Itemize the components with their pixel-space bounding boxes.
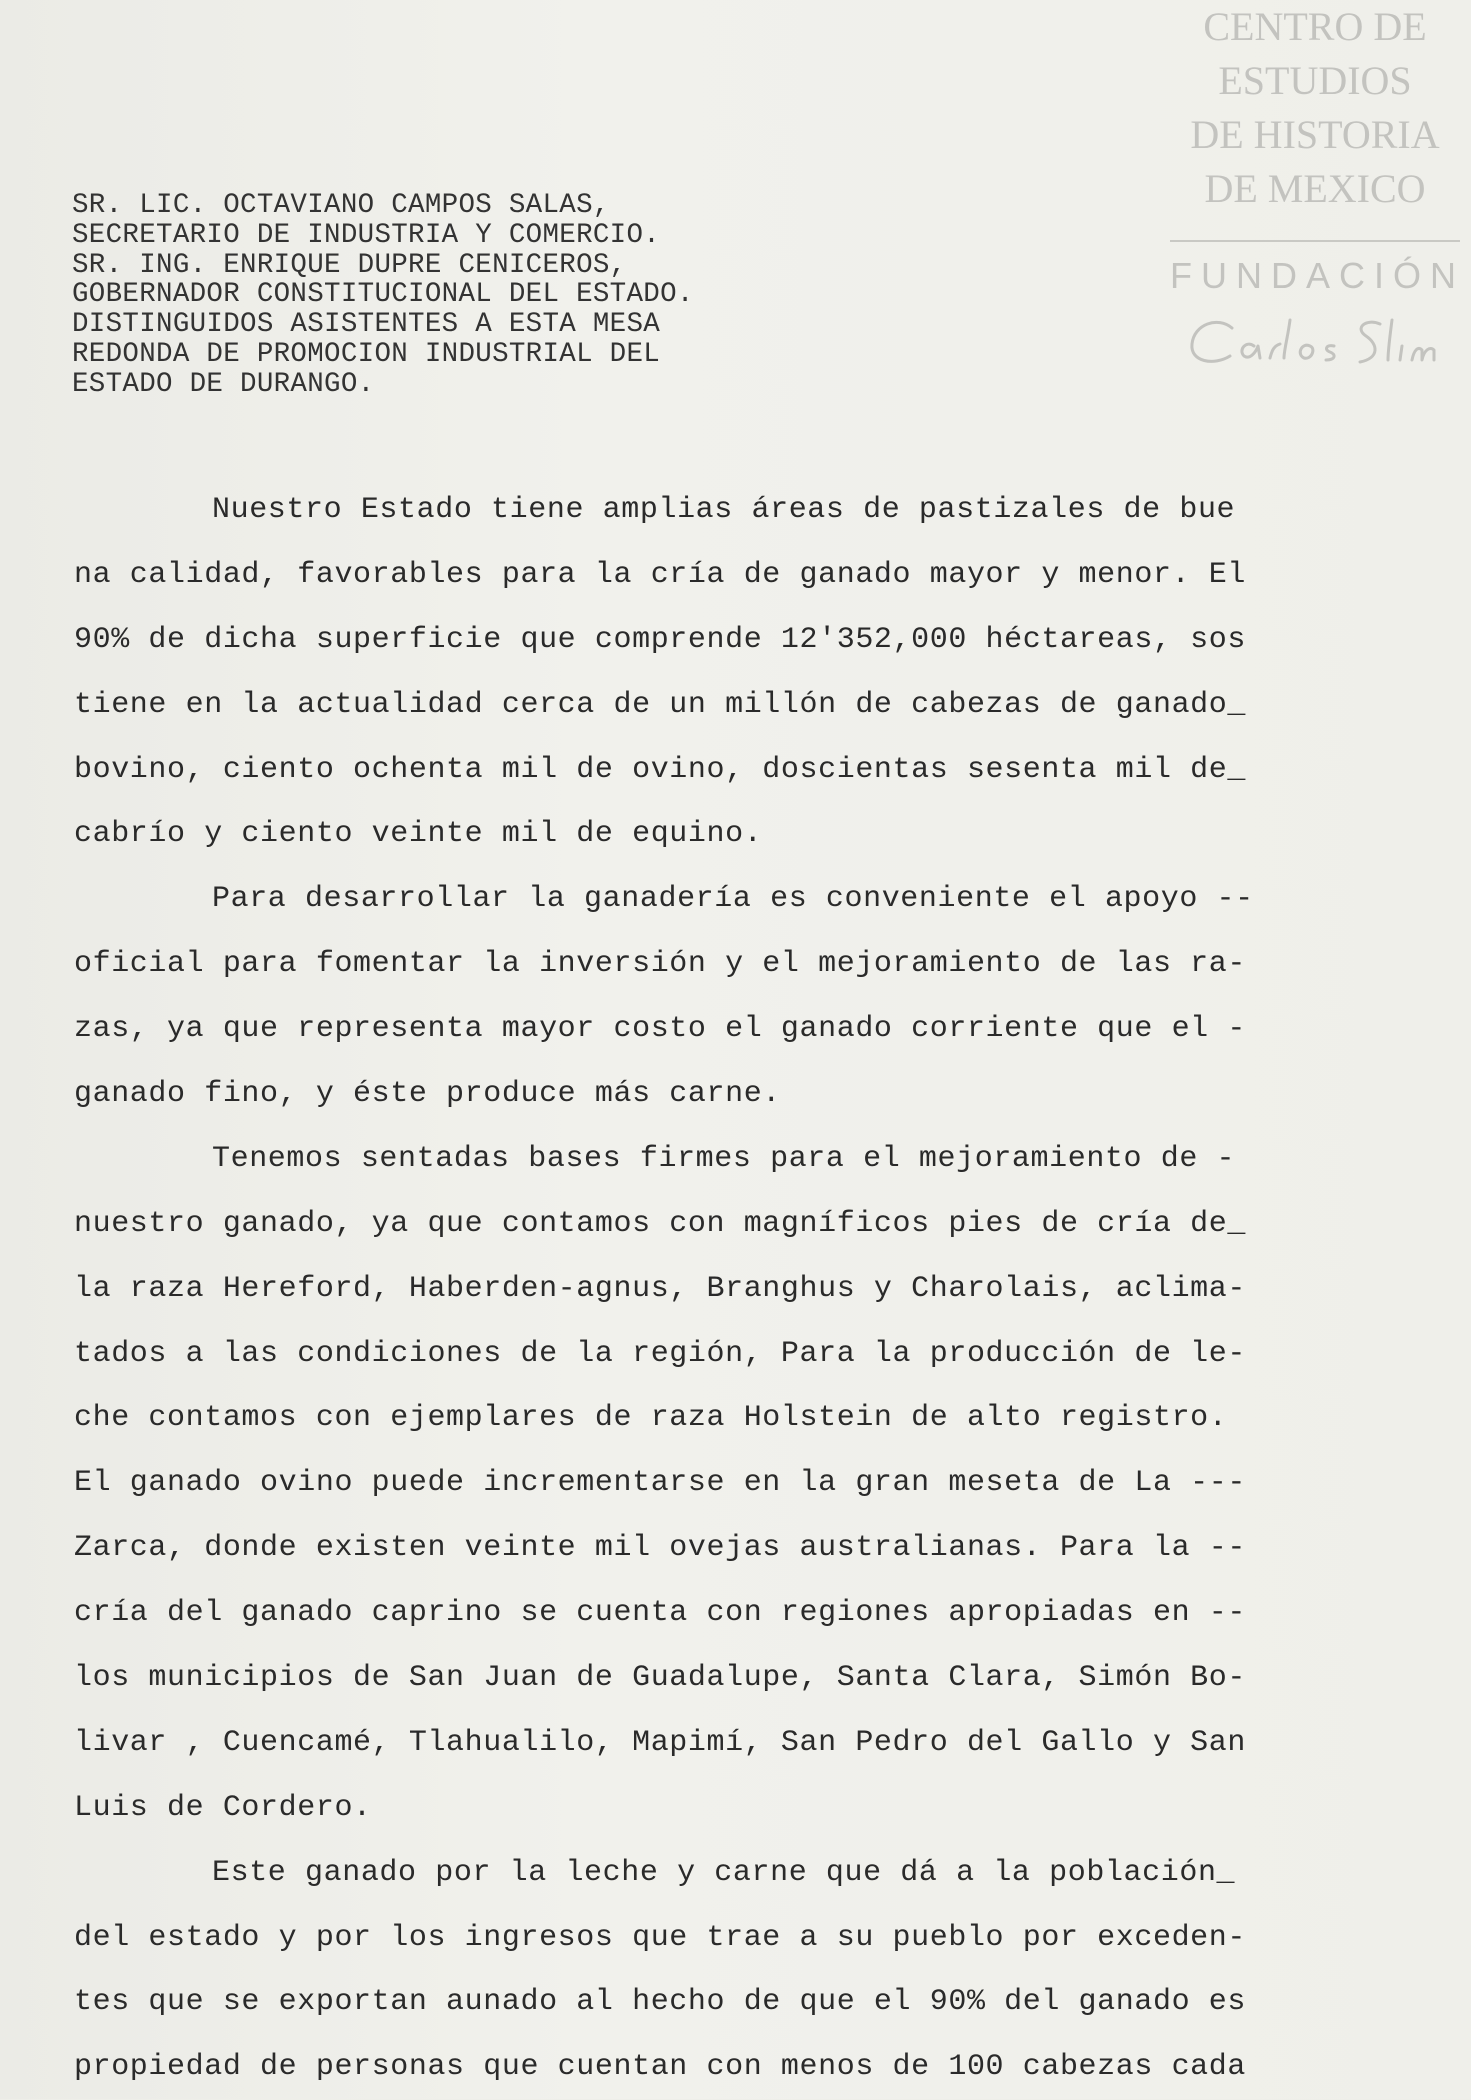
- watermark-line: CENTRO DE: [1203, 4, 1427, 49]
- paragraph-line: zas, ya que representa mayor costo el ganado corriente que el -: [74, 1012, 1246, 1047]
- watermark-foundation: FUNDACIÓN: [1170, 255, 1465, 296]
- paragraph-line: 90% de dicha superficie que comprende 12'352,000 héctareas, sos: [74, 622, 1246, 657]
- address-block: [72, 191, 872, 400]
- paragraph-line: oficial para fomentar la inversión y el mejoramiento de las ra-: [74, 947, 1246, 982]
- watermark-line: DE HISTORIA: [1190, 112, 1440, 157]
- paragraph-line: livar , Cuencamé, Tlahualilo, Mapimí, San Pedro del Gallo y San: [74, 1725, 1246, 1760]
- address-line: ESTADO DE DURANGO.: [72, 368, 375, 400]
- address-line: DISTINGUIDOS ASISTENTES A ESTA MESA: [72, 309, 661, 341]
- address-line: SR. LIC. OCTAVIANO CAMPOS SALAS,: [72, 190, 610, 221]
- watermark-line: ESTUDIOS: [1218, 58, 1412, 103]
- paragraph-line: tes que se exportan aunado al hecho de que el 90% del ganado es: [74, 1985, 1246, 2020]
- paragraph-line: nuestro ganado, ya que contamos con magníficos pies de cría de_: [74, 1206, 1246, 1241]
- paragraph-line: bovino, ciento ochenta mil de ovino, doscientas sesenta mil de_: [74, 752, 1246, 787]
- paragraph-line: El ganado ovino puede incrementarse en la gran meseta de La ---: [74, 1466, 1246, 1501]
- signature-text: Carlos Slim: [1311, 375, 1319, 376]
- institution-watermark: [1170, 0, 1465, 376]
- paragraph-line: cabrío y ciento veinte mil de equino.: [74, 817, 763, 852]
- paragraph-line: Tenemos sentadas bases firmes para el mejoramiento de -: [212, 1141, 1236, 1176]
- address-line: GOBERNADOR CONSTITUCIONAL DEL ESTADO.: [72, 279, 694, 311]
- paragraph-line: del estado y por los ingresos que trae a su pueblo por exceden-: [74, 1920, 1246, 1955]
- paragraph-line: propiedad de personas que cuentan con menos de 100 cabezas cada: [74, 2050, 1246, 2085]
- address-line: REDONDA DE PROMOCION INDUSTRIAL DEL: [72, 338, 661, 370]
- signature-logo-graphic: [1180, 306, 1450, 376]
- paragraph-line: la raza Hereford, Haberden-agnus, Branghus y Charolais, aclima-: [74, 1271, 1246, 1306]
- paragraph-line: los municipios de San Juan de Guadalupe, Santa Clara, Simón Bo-: [74, 1661, 1246, 1696]
- signature-logo: [1170, 306, 1460, 376]
- paragraph-line: Para desarrollar la ganadería es conveniente el apoyo --: [212, 882, 1254, 917]
- paragraph-line: Este ganado por la leche y carne que dá a la población_: [212, 1855, 1236, 1890]
- paragraph-line: Nuestro Estado tiene amplias áreas de pastizales de bue: [212, 493, 1236, 527]
- paragraph-line: Zarca, donde existen veinte mil ovejas australianas. Para la --: [74, 1531, 1246, 1566]
- paragraph-line: tados a las condiciones de la región, Para la producción de le-: [74, 1336, 1246, 1371]
- paragraph-line: che contamos con ejemplares de raza Holstein de alto registro.: [74, 1401, 1228, 1436]
- address-line: SR. ING. ENRIQUE DUPRE CENICEROS,: [72, 249, 627, 281]
- watermark-line: DE MEXICO: [1204, 166, 1426, 211]
- watermark-divider: [1170, 240, 1460, 242]
- speech-body: [74, 478, 1334, 2100]
- address-line: SECRETARIO DE INDUSTRIA Y COMERCIO.: [72, 219, 661, 251]
- paragraph-line: Luis de Cordero.: [74, 1790, 372, 1825]
- paragraph-line: cría del ganado caprino se cuenta con regiones apropiadas en --: [74, 1596, 1246, 1631]
- paragraph-line: tiene en la actualidad cerca de un millón de cabezas de ganado_: [74, 687, 1246, 722]
- paragraph-line: ganado fino, y éste produce más carne.: [74, 1077, 781, 1112]
- paragraph-line: na calidad, favorables para la cría de ganado mayor y menor. El: [74, 557, 1246, 592]
